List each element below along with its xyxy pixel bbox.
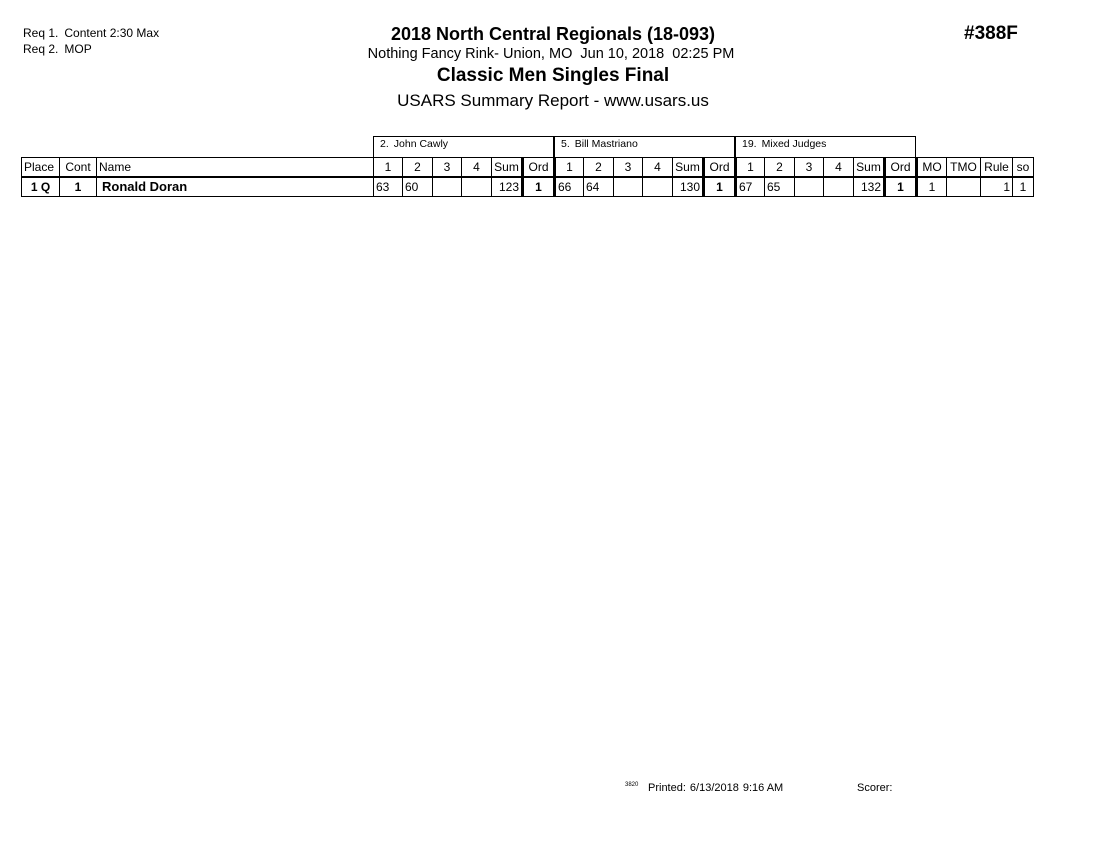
printed-line <box>648 782 787 794</box>
so-cell: 1 <box>1013 177 1034 197</box>
j3-score4 <box>824 177 854 197</box>
col-so: so <box>1013 158 1034 178</box>
col-j2-score1: 1 <box>555 158 584 178</box>
judge-number: 2. <box>380 138 389 150</box>
requirement-text: MOP <box>64 42 92 56</box>
skater-name: Ronald Doran <box>97 177 374 197</box>
col-j1-score3: 3 <box>433 158 462 178</box>
col-j3-score4: 4 <box>824 158 854 178</box>
judge-number: 19. <box>742 138 757 150</box>
j2-ord: 1 <box>704 177 736 197</box>
j1-score3 <box>433 177 462 197</box>
venue: Nothing Fancy Rink- Union, MO <box>367 46 573 62</box>
j3-score2: 65 <box>765 177 795 197</box>
scores-table <box>21 157 1034 197</box>
report-id: #388F <box>964 23 1018 44</box>
place-cell: 1 Q <box>22 177 60 197</box>
j2-score2: 64 <box>584 177 614 197</box>
col-j2-score3: 3 <box>614 158 643 178</box>
scorer-label: Scorer: <box>857 782 893 794</box>
j1-ord: 1 <box>523 177 555 197</box>
col-j2-score4: 4 <box>643 158 673 178</box>
j2-score1: 66 <box>555 177 584 197</box>
col-j1-score1: 1 <box>374 158 403 178</box>
j3-score3 <box>795 177 824 197</box>
col-j2-ord: Ord <box>704 158 736 178</box>
event-name: Classic Men Singles Final <box>436 65 670 86</box>
requirement-text: Content 2:30 Max <box>64 26 160 40</box>
col-j1-score4: 4 <box>462 158 492 178</box>
judge-number: 5. <box>561 138 570 150</box>
j2-score4 <box>643 177 673 197</box>
mo-cell: 1 <box>917 177 947 197</box>
j3-sum: 132 <box>854 177 885 197</box>
col-j1-ord: Ord <box>523 158 555 178</box>
j1-score4 <box>462 177 492 197</box>
col-cont: Cont <box>60 158 97 178</box>
judge-name: Mixed Judges <box>761 138 827 150</box>
j1-score1: 63 <box>374 177 403 197</box>
event-date: Jun 10, 2018 <box>580 46 665 62</box>
j1-sum: 123 <box>492 177 523 197</box>
col-name: Name <box>97 158 374 178</box>
col-mo: MO <box>917 158 947 178</box>
judge-header-3 <box>735 136 916 157</box>
col-place: Place <box>22 158 60 178</box>
table-row <box>22 177 1034 197</box>
j2-score3 <box>614 177 643 197</box>
event-time: 02:25 PM <box>672 46 735 62</box>
col-j3-score3: 3 <box>795 158 824 178</box>
j1-score2: 60 <box>403 177 433 197</box>
requirement-number: Req 2. <box>23 42 59 56</box>
printed-label: Printed: <box>648 782 686 794</box>
col-j3-ord: Ord <box>885 158 917 178</box>
col-rule: Rule <box>981 158 1013 178</box>
col-j3-score2: 2 <box>765 158 795 178</box>
report-name: USARS Summary Report - www.usars.us <box>397 91 709 110</box>
judge-name: John Cawly <box>393 138 449 150</box>
col-j1-score2: 2 <box>403 158 433 178</box>
printed-date: 6/13/2018 <box>689 782 739 794</box>
j3-ord: 1 <box>885 177 917 197</box>
judge-header-1 <box>373 136 554 157</box>
judge-name: Bill Mastriano <box>574 138 638 150</box>
col-j3-sum: Sum <box>854 158 885 178</box>
event-title: 2018 North Central Regionals (18-093) <box>390 24 716 44</box>
venue-line <box>0 46 1100 62</box>
cont-cell: 1 <box>60 177 97 197</box>
col-j3-score1: 1 <box>736 158 765 178</box>
col-j2-score2: 2 <box>584 158 614 178</box>
col-j2-sum: Sum <box>673 158 704 178</box>
footer-mark: 3820 <box>625 782 639 788</box>
judge-header-2 <box>554 136 735 157</box>
col-tmo: TMO <box>947 158 981 178</box>
tmo-cell <box>947 177 981 197</box>
rule-cell: 1 <box>981 177 1013 197</box>
j3-score1: 67 <box>736 177 765 197</box>
printed-time: 9:16 AM <box>742 782 784 794</box>
col-j1-sum: Sum <box>492 158 523 178</box>
j2-sum: 130 <box>673 177 704 197</box>
table-header-row <box>22 158 1034 178</box>
requirement-number: Req 1. <box>23 26 59 40</box>
